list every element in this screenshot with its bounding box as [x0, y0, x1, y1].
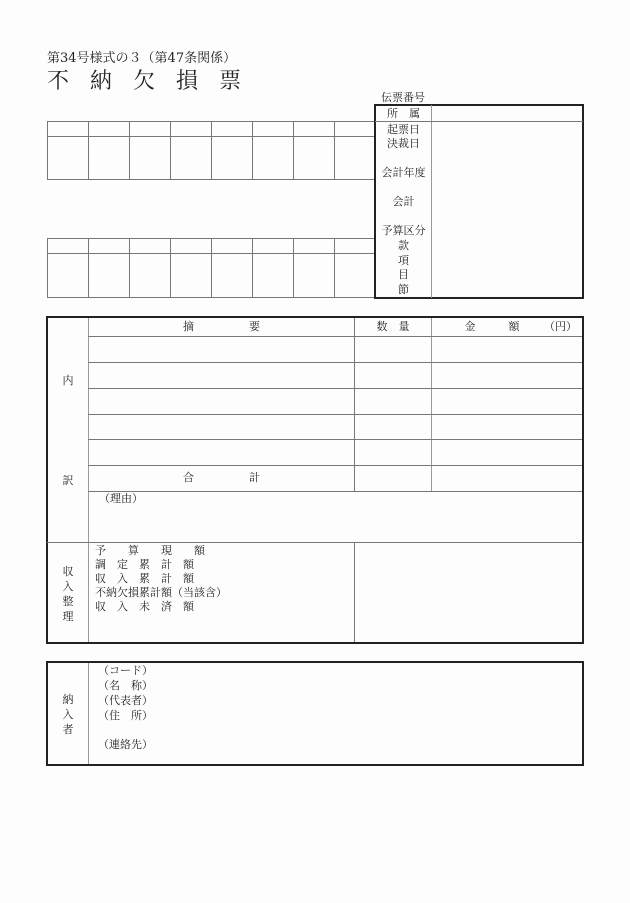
reason-field[interactable] — [89, 506, 582, 541]
payer-details-field[interactable] — [160, 663, 582, 764]
label-budget-category: 予算区分 — [381, 224, 426, 237]
amount-field-5[interactable] — [432, 440, 582, 465]
revenue-outstanding: 収 入 未 済 額 — [95, 600, 194, 613]
side-label-revenue-2: 入 — [62, 580, 74, 593]
side-label-wake: 訳 — [62, 474, 74, 487]
form-number: 第34号様式の３（第47条関係） — [47, 51, 237, 66]
department-field[interactable] — [432, 106, 582, 121]
quantity-field-3[interactable] — [355, 389, 431, 414]
header-summary: 摘 要 — [183, 320, 260, 333]
quantity-field-2[interactable] — [355, 363, 431, 388]
quantity-field-5[interactable] — [355, 440, 431, 465]
label-kou: 項 — [398, 254, 409, 267]
side-label-revenue-4: 理 — [62, 610, 74, 623]
amount-field-1[interactable] — [432, 337, 582, 362]
amount-field-4[interactable] — [432, 415, 582, 439]
side-label-revenue-3: 整 — [62, 595, 74, 608]
page-title — [47, 64, 262, 95]
payer-address-label: （住 所） — [98, 709, 153, 722]
title-char: 欠 — [133, 69, 156, 94]
title-char: 損 — [176, 69, 199, 94]
amount-field-3[interactable] — [432, 389, 582, 414]
summary-field-1[interactable] — [89, 337, 354, 362]
side-label-payer-1: 納 — [62, 693, 74, 706]
label-moku: 目 — [398, 268, 409, 281]
label-account: 会計 — [392, 195, 415, 208]
payer-contact-label: （連絡先） — [98, 738, 153, 751]
label-department: 所 属 — [387, 107, 420, 120]
side-label-payer-2: 入 — [62, 708, 74, 721]
revenue-collected: 収 入 累 計 額 — [95, 572, 194, 585]
label-fiscal-year: 会計年度 — [381, 166, 426, 179]
side-label-uchi: 内 — [62, 374, 74, 387]
reason-label: （理由） — [99, 492, 143, 505]
label-setsu: 節 — [398, 283, 409, 296]
revenue-values-field[interactable] — [355, 543, 582, 642]
side-label-revenue-1: 収 — [62, 565, 74, 578]
title-char: 不 — [47, 69, 70, 94]
title-char: 票 — [219, 69, 242, 94]
summary-field-5[interactable] — [89, 440, 354, 465]
label-issue-date: 起票日 — [387, 123, 420, 136]
payer-divider — [88, 663, 89, 764]
summary-field-4[interactable] — [89, 415, 354, 439]
voucher-number-caption: 伝票番号 — [381, 91, 425, 104]
header-amount-unit: （円） — [544, 320, 577, 333]
revenue-writeoff: 不納欠損累計額（当該含） — [95, 586, 227, 599]
voucher-details-field[interactable] — [432, 122, 582, 297]
label-kan: 款 — [398, 239, 409, 252]
header-quantity: 数 量 — [376, 320, 410, 333]
revenue-assessed: 調 定 累 計 額 — [95, 558, 194, 571]
payer-name-label: （名 称） — [98, 679, 153, 692]
quantity-field-1[interactable] — [355, 337, 431, 362]
total-amount-field[interactable] — [432, 466, 582, 491]
summary-field-3[interactable] — [89, 389, 354, 414]
title-char: 納 — [90, 69, 113, 94]
total-label: 合 計 — [183, 471, 260, 484]
label-approval-date: 決裁日 — [387, 137, 420, 150]
revenue-budget: 予 算 現 額 — [95, 544, 205, 557]
payer-representative-label: （代表者） — [98, 694, 153, 707]
total-quantity-field[interactable] — [355, 466, 431, 491]
side-label-payer-3: 者 — [62, 723, 74, 736]
header-amount: 金 額 — [464, 320, 520, 333]
summary-field-2[interactable] — [89, 363, 354, 388]
amount-field-2[interactable] — [432, 363, 582, 388]
payer-code-label: （コード） — [98, 664, 153, 677]
quantity-field-4[interactable] — [355, 415, 431, 439]
